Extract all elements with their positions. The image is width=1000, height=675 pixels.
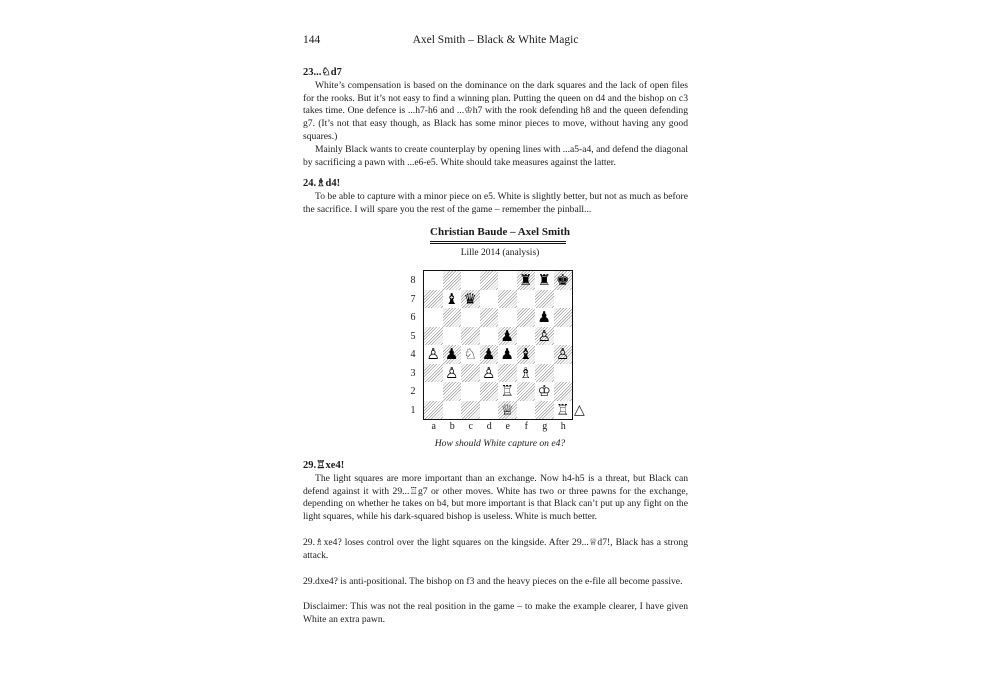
title-underline	[430, 241, 566, 244]
white-pawn-icon: ♙	[482, 363, 496, 382]
white-to-move-triangle-icon: △	[574, 402, 585, 418]
square-h3	[554, 364, 573, 383]
square-e6	[498, 308, 517, 327]
black-pawn-icon: ♟	[500, 326, 514, 345]
square-f6	[517, 308, 536, 327]
file-label: a	[431, 421, 436, 432]
square-c2	[461, 382, 480, 401]
black-rook-icon: ♜	[537, 271, 551, 289]
paragraph: 29.♗xe4? loses control over the light squares on the kingside. After 29...♕d7!, Black has a strong attack.	[303, 536, 688, 561]
white-rook-icon: ♖	[556, 400, 570, 419]
move-heading: 24.♗d4!	[303, 178, 341, 189]
square-d7	[480, 290, 499, 309]
rank-label: 8	[410, 275, 416, 286]
square-b2	[443, 382, 462, 401]
rank-label: 6	[410, 312, 416, 323]
white-pawn-icon: ♙	[445, 363, 459, 382]
square-g4	[535, 345, 554, 364]
paragraph: 29.dxe4? is anti-positional. The bishop on f3 and the heavy pieces on the e-file all become passive.	[303, 575, 683, 587]
file-label: f	[524, 421, 528, 432]
paragraph: White’s compensation is based on the dominance on the dark squares and the lack of open files for the rooks. But it’s not easy to find a winning plan. Putting the queen on d4 and the bishop on c3 takes time. One defence is ...h7-h6 and ...♔h7 with the rook defending h8 and the queen defending g7. (It’s not that easy though, as Black has some minor pieces to move, without having any good squares.)	[303, 79, 688, 142]
white-king-icon: ♔	[537, 382, 551, 400]
black-rook-icon: ♜	[519, 271, 533, 289]
square-g7	[535, 290, 554, 309]
move-heading: 23...♘d7	[303, 67, 342, 78]
white-rook-icon: ♖	[500, 382, 514, 400]
square-d2	[480, 382, 499, 401]
file-label: d	[486, 421, 492, 432]
rank-label: 4	[410, 349, 416, 360]
paragraph: To be able to capture with a minor piece on e5. White is slightly better, but not as much as before the sacrifice. I will spare you the rest of the game – remember the pinball...	[303, 190, 688, 215]
white-pawn-icon: ♙	[556, 345, 570, 363]
paragraph: Mainly Black wants to create counterplay by opening lines with ...a5-a4, and defend the diagonal by sacrificing a pawn with ...e6-e5. White should take measures against the latter.	[303, 143, 688, 168]
square-e7	[498, 290, 517, 309]
square-e3	[498, 364, 517, 383]
section-move-29	[303, 460, 688, 627]
rank-label: 7	[410, 293, 416, 305]
rank-label: 3	[410, 367, 416, 379]
square-a6	[424, 308, 443, 327]
square-d6	[480, 308, 499, 327]
square-a2	[424, 382, 443, 401]
file-label: h	[560, 421, 566, 432]
square-c6	[461, 308, 480, 327]
move-heading: 29.♖xe4!	[303, 460, 345, 471]
file-label: e	[505, 421, 510, 432]
black-king-icon: ♚	[556, 271, 570, 289]
square-f7	[517, 290, 536, 309]
diagram-caption: How should White capture on e4?	[434, 438, 566, 449]
paragraph: The light squares are more important than an exchange. Now h4-h5 is a threat, but Black can defend against it with 29...♖g7 or other moves. White has two or three pawns for the exchange, depending on whether he takes on b4, but more important is that Black can’t put up any fight on the light squares, while his dark-squared bishop is useless. White is much better.	[303, 472, 688, 523]
black-pawn-icon: ♟	[482, 345, 496, 363]
black-pawn-icon: ♟	[445, 345, 459, 363]
square-b8	[443, 271, 462, 290]
square-c1	[461, 401, 480, 420]
square-a1	[424, 401, 443, 420]
square-e8	[498, 271, 517, 290]
rank-label: 5	[410, 330, 416, 342]
white-pawn-icon: ♙	[426, 345, 440, 363]
square-g1	[535, 401, 554, 420]
black-pawn-icon: ♟	[537, 308, 551, 326]
square-b5	[443, 327, 462, 346]
square-d5	[480, 327, 499, 346]
square-a3	[424, 364, 443, 383]
square-a5	[424, 327, 443, 346]
black-bishop-icon: ♝	[519, 345, 533, 363]
rank-label: 2	[410, 386, 416, 397]
square-d1	[480, 401, 499, 420]
square-h5	[554, 327, 573, 346]
square-h2	[554, 382, 573, 401]
square-g3	[535, 364, 554, 383]
square-h7	[554, 290, 573, 309]
square-c3	[461, 364, 480, 383]
black-pawn-icon: ♟	[500, 345, 514, 363]
diagram-subtitle: Lille 2014 (analysis)	[460, 248, 540, 258]
white-bishop-icon: ♗	[519, 363, 533, 382]
black-bishop-icon: ♝	[445, 289, 459, 308]
diagram-title: Christian Baude – Axel Smith	[430, 226, 570, 238]
section-move-23	[303, 67, 688, 169]
white-knight-icon: ♘	[463, 345, 477, 363]
square-f1	[517, 401, 536, 420]
file-label: b	[449, 421, 455, 432]
square-c5	[461, 327, 480, 346]
section-move-24	[303, 178, 688, 216]
file-label: g	[542, 421, 548, 432]
square-f5	[517, 327, 536, 346]
square-h6	[554, 308, 573, 327]
page-number: 144	[303, 34, 321, 46]
square-d8	[480, 271, 499, 290]
square-f2	[517, 382, 536, 401]
black-queen-icon: ♛	[463, 289, 477, 308]
chess-board	[423, 270, 573, 420]
white-queen-icon: ♕	[500, 400, 514, 419]
square-a8	[424, 271, 443, 290]
square-b1	[443, 401, 462, 420]
paragraph: Disclaimer: This was not the real position in the game – to make the example clearer, I have given White an extra pawn.	[303, 601, 688, 626]
square-c8	[461, 271, 480, 290]
rank-label: 1	[410, 404, 416, 416]
square-b6	[443, 308, 462, 327]
file-label: c	[468, 421, 473, 432]
square-a7	[424, 290, 443, 309]
white-pawn-icon: ♙	[537, 326, 551, 345]
book-title: Axel Smith – Black & White Magic	[412, 34, 579, 46]
